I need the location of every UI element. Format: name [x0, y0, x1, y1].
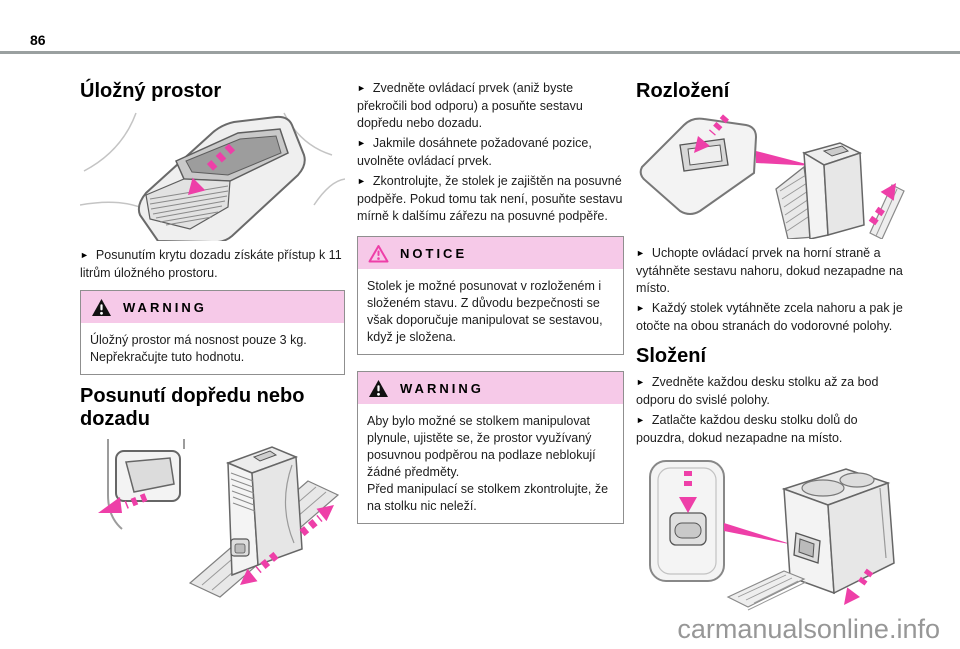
- bullet-arrow-icon: ►: [636, 415, 645, 425]
- warning-header: [81, 291, 344, 325]
- notice-header: [358, 237, 623, 271]
- watermark: carmanualsonline.info: [677, 614, 940, 644]
- warning-title: WARNING: [400, 380, 484, 396]
- instruction-bullet: [357, 173, 624, 225]
- heading-unfolding: Rozložení: [636, 80, 730, 102]
- instruction-bullet: [357, 80, 624, 132]
- warning-triangle-icon: [91, 298, 112, 317]
- bullet-text: Posunutím krytu dozadu získáte přístup k 11 litrům úložného prostoru.: [80, 248, 342, 280]
- figure-storage-compartment: [80, 109, 345, 241]
- folded-table-unit: [228, 447, 302, 575]
- warning-triangle-icon: [368, 379, 389, 398]
- heading-folding: Složení: [636, 345, 707, 367]
- bullet-text: Zatlačte každou desku stolku dolů do pouzdra, dokud nezapadne na místo.: [636, 413, 858, 445]
- bullet-arrow-icon: ►: [636, 303, 645, 313]
- warning-body: [81, 325, 344, 374]
- figure-slide-table: [80, 437, 345, 599]
- figure-folding: [636, 455, 907, 623]
- instruction-bullet: [636, 412, 907, 447]
- handle-closeup-inset: [650, 461, 724, 581]
- notice-title: NOTICE: [400, 245, 468, 261]
- bullet-arrow-icon: ►: [636, 377, 645, 387]
- bullet-text: Každý stolek vytáhněte zcela nahoru a pak je otočte na obou stranách do vodorovné polohy.: [636, 301, 903, 333]
- heading-slide-fwd-back: Posunutí dopředu nebo dozadu: [80, 385, 305, 430]
- bullet-arrow-icon: ►: [80, 250, 89, 260]
- latch-closeup-inset: [108, 439, 184, 529]
- figure-unfolding: [636, 109, 907, 239]
- notice-body: [358, 271, 623, 354]
- slide-table-illustration: [80, 437, 345, 599]
- bullet-text: Zvedněte každou desku stolku až za bod odporu do svislé polohy.: [636, 375, 879, 407]
- bullet-text: Uchopte ovládací prvek na horní straně a vytáhněte sestavu nahoru, dokud nezapadne na místo.: [636, 246, 903, 295]
- heading-storage-space: Úložný prostor: [80, 80, 222, 102]
- column-left: [80, 80, 345, 605]
- table-unit: [776, 143, 864, 239]
- bullet-text: Zvedněte ovládací prvek (aniž byste překročili bod odporu) a posuňte sestavu dopředu nebo dozadu.: [357, 81, 583, 130]
- instruction-bullet: [80, 247, 345, 282]
- floor-rail: [728, 571, 806, 610]
- callout-pointer: [724, 523, 794, 545]
- warning-title: WARNING: [123, 299, 207, 315]
- column-right: [636, 80, 907, 629]
- notice-box: [357, 236, 624, 355]
- warning-header: [358, 372, 623, 406]
- bullet-text: Jakmile dosáhnete požadované pozice, uvolněte ovládací prvek.: [357, 136, 592, 168]
- warning-box: [80, 290, 345, 375]
- instruction-bullet: [636, 300, 907, 335]
- folding-illustration: [636, 455, 908, 623]
- header-rule: [0, 51, 960, 54]
- instruction-bullet: [357, 135, 624, 170]
- unfolding-illustration: [636, 109, 907, 239]
- bullet-arrow-icon: ►: [357, 176, 366, 186]
- bullet-text: Zkontrolujte, že stolek je zajištěn na posuvné podpěře. Pokud tomu tak není, posuňte sestavu mírně k dalšímu zářezu na posuvné podpěře.: [357, 174, 623, 223]
- warning-body: [358, 406, 623, 523]
- page-number: 86: [30, 32, 46, 48]
- instruction-bullet: [636, 374, 907, 409]
- warning-box: [357, 371, 624, 524]
- column-middle: [357, 80, 624, 534]
- notice-triangle-icon: [368, 244, 389, 263]
- storage-compartment-illustration: [80, 109, 345, 241]
- warning-text: Aby bylo možné se stolkem manipulovat plynule, ujistěte se, že prostor využívaný posuvnou podpěrou na podlaze neblokují žádné předměty.: [367, 414, 596, 479]
- bullet-arrow-icon: ►: [357, 138, 366, 148]
- folded-unit: [784, 469, 894, 593]
- notice-text: Stolek je možné posunovat v rozloženém i složeném stavu. Z důvodu bezpečnosti se však doporučuje manipulovat se sestavou, když je složena.: [367, 279, 603, 344]
- instruction-bullet: [636, 245, 907, 297]
- top-latch-closeup-inset: [641, 119, 756, 214]
- bullet-arrow-icon: ►: [636, 248, 645, 258]
- warning-text: Úložný prostor má nosnost pouze 3 kg. Nepřekračujte tuto hodnotu.: [90, 333, 307, 364]
- warning-text: Před manipulací se stolkem zkontrolujte, že na stolku nic neleží.: [367, 482, 609, 513]
- bullet-arrow-icon: ►: [357, 83, 366, 93]
